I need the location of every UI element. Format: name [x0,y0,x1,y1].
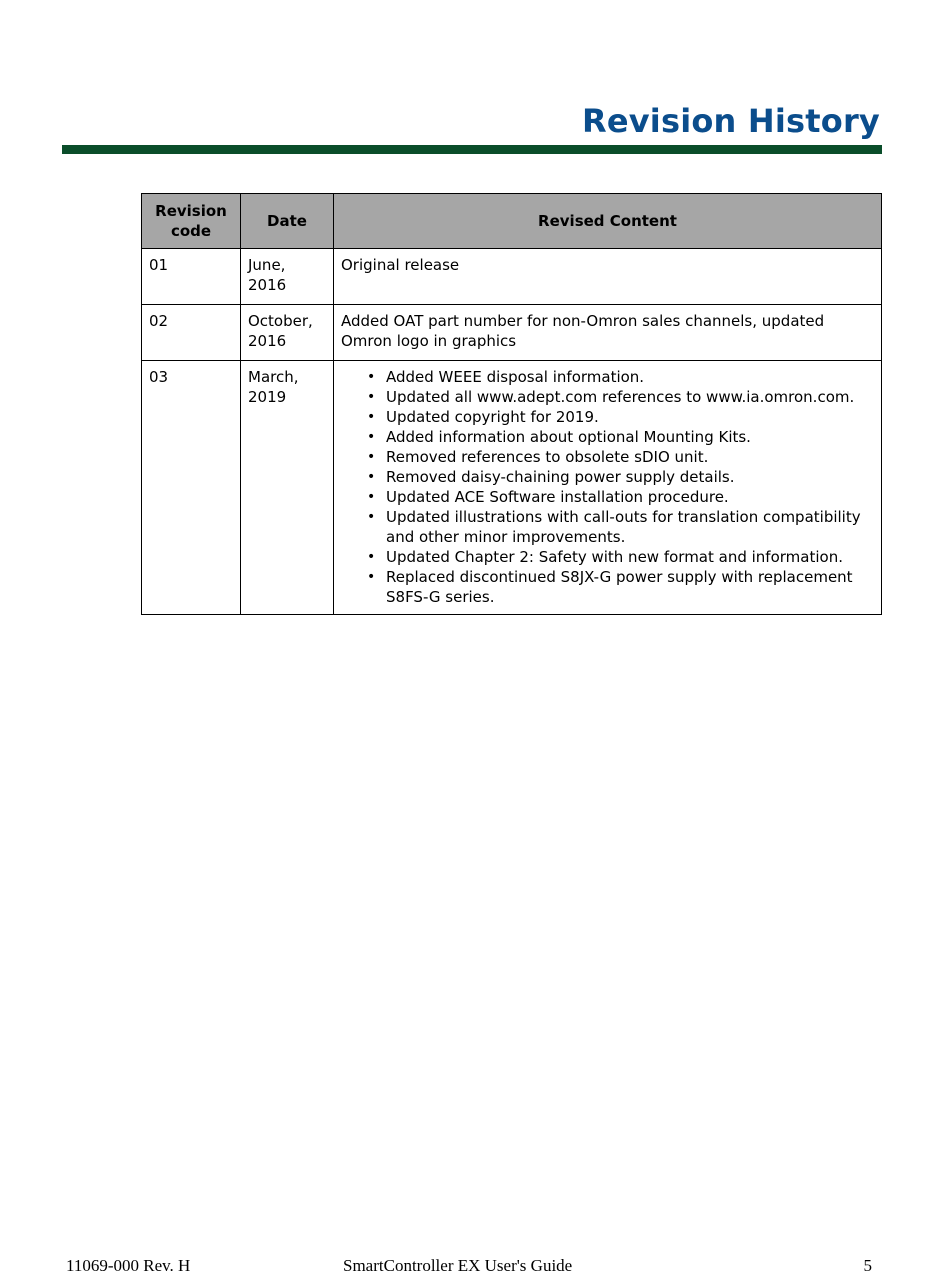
list-item: • Updated all www.adept.com references to www.ia.omron.com. [386,387,874,407]
revised-content-cell: Added OAT part number for non-Omron sales channels, updated Omron logo in graphics [334,305,882,361]
table-row [142,249,882,305]
footer-guide-title: SmartController EX User's Guide [343,1256,573,1275]
page-title: Revision History [581,102,880,140]
table-row [142,305,882,361]
date-cell: March, 2019 [241,361,334,615]
list-item: • Removed daisy-chaining power supply details. [386,467,874,487]
table-row [142,361,882,615]
date-cell: October, 2016 [241,305,334,361]
change-list [341,367,874,607]
column-header-revised-content: Revised Content [334,194,882,249]
column-header-date: Date [241,194,334,249]
title-rule [62,145,882,154]
revision-code-cell: 02 [142,305,241,361]
revision-code-cell: 03 [142,361,241,615]
column-header-revision-code: Revision code [142,194,241,249]
list-item: • Updated Chapter 2: Safety with new format and information. [386,547,874,567]
revision-code-cell: 01 [142,249,241,305]
list-item: • Updated ACE Software installation procedure. [386,487,874,507]
revised-content-cell: Original release [334,249,882,305]
revision-table [141,193,882,615]
footer-doc-number: 11069-000 Rev. H [66,1256,191,1275]
list-item: • Added WEEE disposal information. [386,367,874,387]
list-item: • Added information about optional Mounting Kits. [386,427,874,447]
list-item: • Removed references to obsolete sDIO unit. [386,447,874,467]
footer-page-number: 5 [863,1256,872,1275]
date-cell: June, 2016 [241,249,334,305]
list-item: • Updated illustrations with call-outs for translation compatibility and other minor improvements. [386,507,874,547]
list-item: • Replaced discontinued S8JX-G power supply with replacement S8FS-G series. [386,567,874,607]
revised-content-cell [334,361,882,615]
list-item: • Updated copyright for 2019. [386,407,874,427]
table-header-row [142,194,882,249]
